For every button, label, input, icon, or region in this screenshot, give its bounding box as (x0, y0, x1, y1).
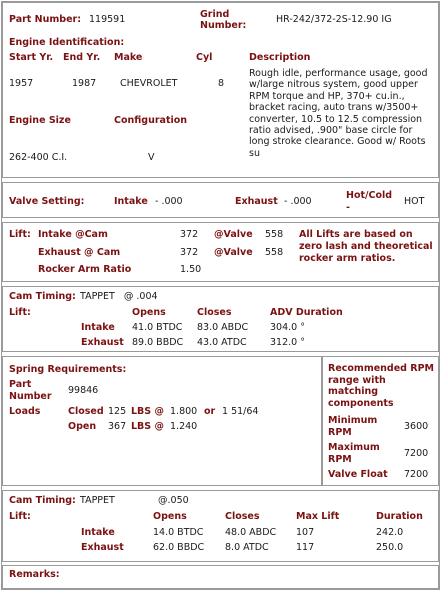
valve-float-value: 7200 (404, 469, 429, 480)
cam2-timing-at: @.050 (158, 495, 189, 506)
cam1-intake-opens: 41.0 BTDC (132, 322, 183, 333)
hot-cold-label: Hot/Cold (346, 190, 393, 201)
configuration-label: Configuration (114, 115, 188, 126)
closed-label: Closed (68, 406, 104, 417)
cam1-lift-label: Lift: (9, 307, 31, 318)
exhaust-cam-label: Exhaust @ Cam (38, 247, 121, 258)
cam-timing-value: TAPPET @ .004 (80, 291, 158, 302)
max-rpm-label-2: RPM (328, 454, 352, 465)
description-value: Rough idle, performance usage, good w/large nitrous system, good upper RPM torque and HP, 370+ cu.in., bracket racing, auto trans w/3500+ converter, 10.5 to 12.5 compression ratio advised, .900" base circle for long stroke clearance. Good w/ Roots su (249, 68, 428, 159)
exhaust-cam-value: 372 (180, 247, 199, 258)
cam1-exhaust-closes: 43.0 ATDC (197, 337, 247, 348)
remarks-label: Remarks: (9, 569, 60, 580)
cam2-timing-value: TAPPET (80, 495, 115, 506)
lift-note: All Lifts are based on zero lash and theoretical rocker arm ratios. (299, 229, 433, 264)
min-rpm-label: Minimum (328, 415, 378, 426)
intake-valve-label: @Valve (214, 229, 253, 240)
valve-intake-label: Intake (114, 196, 148, 207)
cam2-intake-closes: 48.0 ABDC (225, 527, 277, 538)
cam2-timing-label: Cam Timing: (9, 495, 76, 506)
cam2-lift-label: Lift: (9, 511, 31, 522)
spring-part-value: 99846 (68, 385, 99, 396)
intake-cam-label: Intake @Cam (38, 229, 108, 240)
cam1-col-closes: Closes (197, 307, 232, 318)
closed-height-alt: 1 51/64 (222, 406, 259, 417)
cam2-intake-maxlift: 107 (296, 527, 315, 538)
cam2-intake-label: Intake (81, 527, 115, 538)
min-rpm-label-2: RPM (328, 427, 352, 438)
open-label: Open (68, 421, 97, 432)
end-year-value: 1987 (72, 78, 97, 89)
grind-number-label: Grind (200, 9, 230, 20)
min-rpm-value: 3600 (404, 421, 429, 432)
max-rpm-label: Maximum (328, 442, 380, 453)
cam2-col-opens: Opens (153, 511, 187, 522)
valve-exhaust-label: Exhaust (235, 196, 278, 207)
cam1-intake-closes: 83.0 ABDC (197, 322, 249, 333)
valve-intake-value: - .000 (155, 196, 183, 207)
cam2-exhaust-closes: 8.0 ATDC (225, 542, 269, 553)
cyl-value: 8 (218, 78, 225, 89)
open-load-unit: LBS @ (131, 421, 164, 432)
open-load-value: 367 (108, 421, 127, 432)
rocker-arm-ratio-value: 1.50 (180, 264, 202, 275)
cam1-exhaust-duration: 312.0 ° (270, 337, 305, 348)
cam2-exhaust-duration: 250.0 (376, 542, 404, 553)
cam1-col-opens: Opens (132, 307, 166, 318)
start-year-value: 1957 (9, 78, 34, 89)
col-make: Make (114, 52, 143, 63)
rocker-arm-ratio-label: Rocker Arm Ratio (38, 264, 132, 275)
open-height-value: 1.240 (170, 421, 198, 432)
rpm-range-title: Recommended RPM range with matching components (328, 363, 435, 409)
valve-float-label: Valve Float (328, 469, 388, 480)
part-number-label: Part Number: (9, 14, 81, 25)
hot-cold-value: HOT (404, 196, 425, 207)
cam1-intake-label: Intake (81, 322, 115, 333)
hot-cold-label-2: - (346, 202, 350, 213)
cam-timing-label: Cam Timing: (9, 291, 76, 302)
valve-exhaust-value: - .000 (284, 196, 312, 207)
cam2-col-closes: Closes (225, 511, 260, 522)
cam1-exhaust-label: Exhaust (81, 337, 124, 348)
intake-valve-value: 558 (265, 229, 284, 240)
closed-height-value: 1.800 (170, 406, 198, 417)
col-end-year: End Yr. (63, 52, 101, 63)
exhaust-valve-label: @Valve (214, 247, 253, 258)
make-value: CHEVROLET (120, 78, 178, 89)
cam2-exhaust-opens: 62.0 BBDC (153, 542, 205, 553)
cam1-col-adv: ADV Duration (270, 307, 343, 318)
closed-load-value: 125 (108, 406, 127, 417)
valve-setting-label: Valve Setting: (9, 196, 85, 207)
cam2-col-duration: Duration (376, 511, 423, 522)
exhaust-valve-value: 558 (265, 247, 284, 258)
cam2-intake-opens: 14.0 BTDC (153, 527, 204, 538)
cam1-intake-duration: 304.0 ° (270, 322, 305, 333)
cam2-intake-duration: 242.0 (376, 527, 404, 538)
col-cyl: Cyl (196, 52, 213, 63)
grind-number-value: HR-242/372-2S-12.90 IG (276, 14, 392, 25)
engine-size-label: Engine Size (9, 115, 71, 126)
col-description: Description (249, 52, 311, 63)
spring-part-label-2: Number (9, 391, 52, 402)
cam2-col-maxlift: Max Lift (296, 511, 340, 522)
intake-cam-value: 372 (180, 229, 199, 240)
spring-part-label: Part (9, 379, 32, 390)
lift-label: Lift: (9, 229, 31, 240)
col-start-year: Start Yr. (9, 52, 54, 63)
spring-requirements-label: Spring Requirements: (9, 364, 127, 375)
grind-number-label-2: Number: (200, 20, 247, 31)
cam2-exhaust-maxlift: 117 (296, 542, 315, 553)
engine-identification-label: Engine Identification: (9, 37, 125, 48)
cam2-exhaust-label: Exhaust (81, 542, 124, 553)
cam1-exhaust-opens: 89.0 BBDC (132, 337, 184, 348)
configuration-value: V (148, 152, 155, 163)
engine-size-value: 262-400 C.I. (9, 152, 68, 163)
loads-label: Loads (9, 406, 41, 417)
or-label: or (204, 406, 216, 417)
closed-load-unit: LBS @ (131, 406, 164, 417)
max-rpm-value: 7200 (404, 448, 429, 459)
part-number-value: 119591 (89, 14, 126, 25)
remarks-section (2, 565, 439, 589)
